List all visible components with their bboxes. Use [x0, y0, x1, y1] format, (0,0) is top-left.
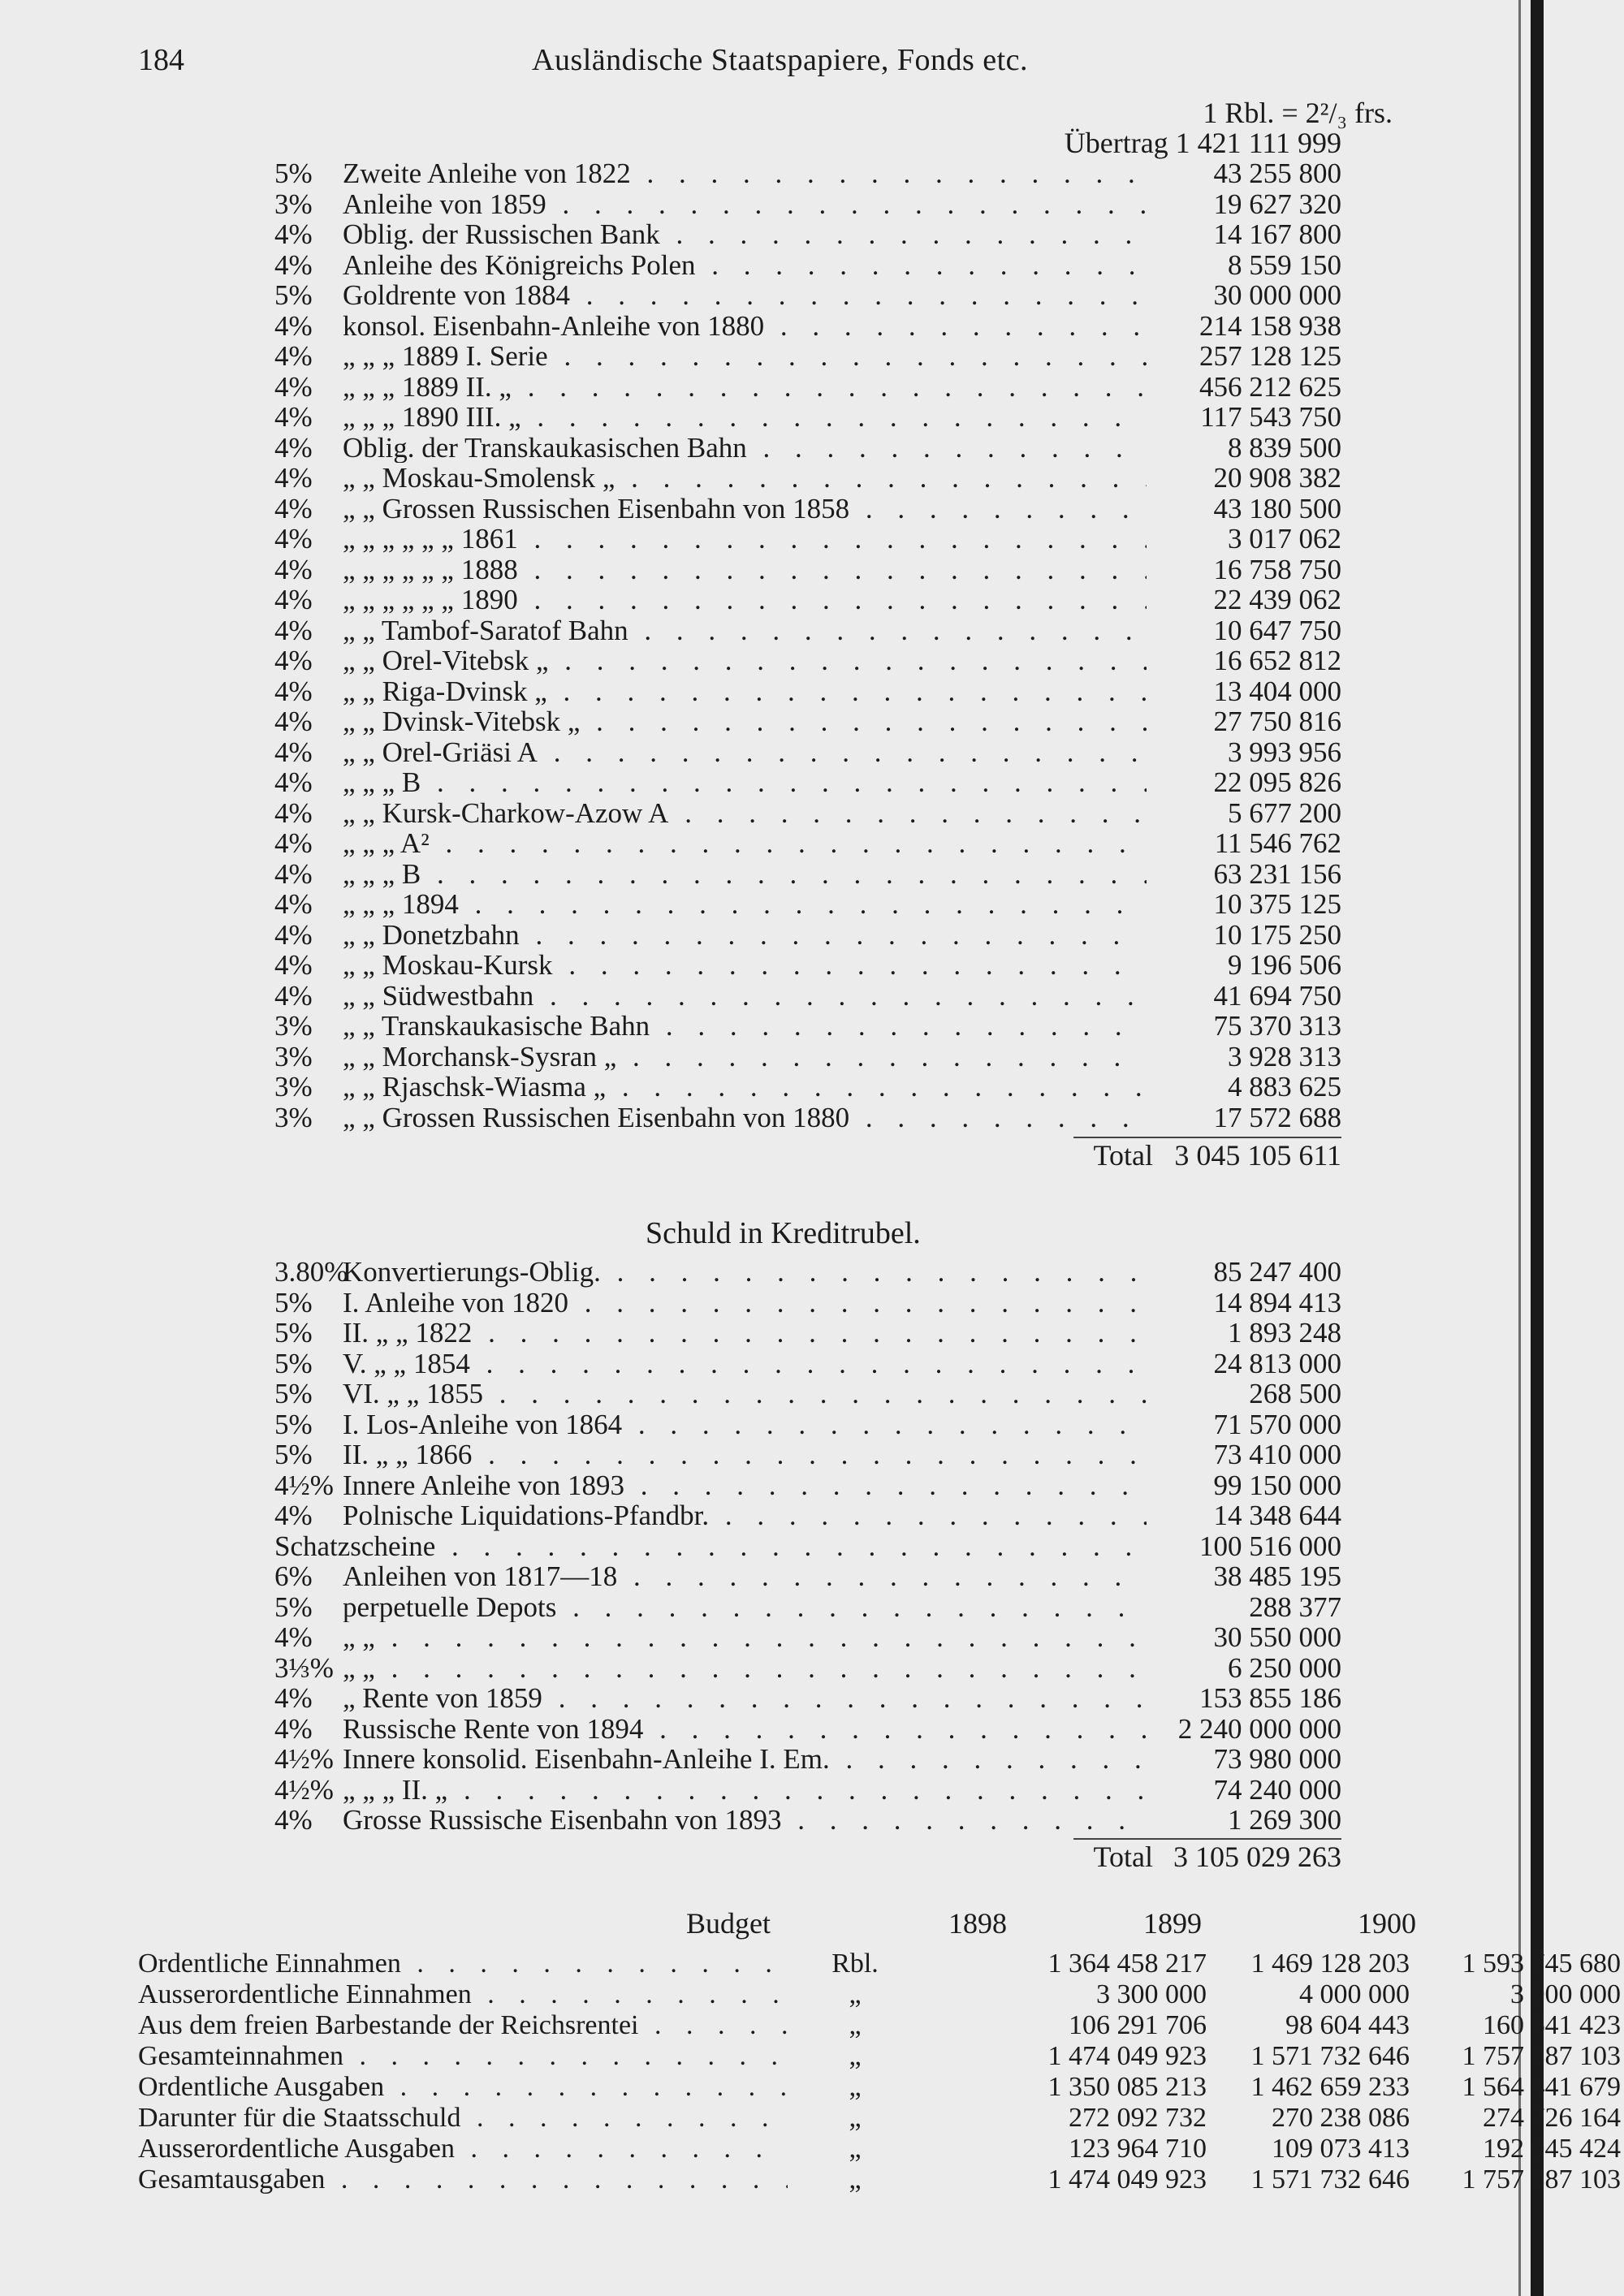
- credit-total-block: [274, 1840, 1341, 1874]
- rate-percent: 4%: [274, 979, 313, 1012]
- entry-amount: 9 196 506: [1228, 949, 1341, 981]
- entry-amount: 19 627 320: [1213, 188, 1341, 220]
- entry-amount: 2 240 000 000: [1177, 1712, 1341, 1745]
- list-item: [274, 250, 1341, 281]
- list-item: [274, 1318, 1341, 1349]
- entry-amount: 71 570 000: [1213, 1408, 1341, 1440]
- list-item: [274, 767, 1341, 798]
- entry-label: „ „ Orel-Griäsi A . . .: [343, 737, 1147, 768]
- list-item: [274, 372, 1341, 403]
- list-item: [274, 1805, 1341, 1836]
- entry-amount: 63 231 156: [1213, 857, 1341, 890]
- carry-over: [942, 126, 1341, 160]
- entry-amount: 288 377: [1249, 1590, 1341, 1623]
- budget-year-1898: 1898: [948, 1907, 1007, 1940]
- entry-amount: 38 485 195: [1213, 1560, 1341, 1592]
- entry-label: Innere konsolid. Eisenbahn-Anleihe I. Em. . . .: [343, 1744, 1147, 1775]
- entry-label: II. „ „ 1866 . . .: [343, 1439, 1147, 1470]
- budget-value-1900: 1 757 387 103: [1462, 2041, 1621, 2071]
- entry-amount: 268 500: [1249, 1378, 1341, 1409]
- list-item: [274, 433, 1341, 464]
- entry-label: Grosse Russische Eisenbahn von 1893 . . .: [343, 1805, 1147, 1836]
- budget-currency: „: [849, 2164, 862, 2195]
- rate-percent: 5%: [274, 158, 313, 189]
- budget-row: [138, 2041, 1621, 2072]
- rate-percent: 4%: [274, 1804, 313, 1836]
- rate-percent: 4%: [274, 736, 313, 768]
- entry-label: „ „ „ 1889 I. Serie . . .: [343, 341, 1147, 372]
- entry-label: „ „ „ „ „ „ 1890 . . .: [343, 585, 1147, 615]
- list-item: [274, 1042, 1341, 1072]
- entry-label: perpetuelle Depots . . .: [343, 1592, 1147, 1623]
- budget-currency: Rbl.: [831, 1949, 879, 1979]
- budget-row-label: Aus dem freien Barbestande der Reichsrentei . . .: [138, 2010, 788, 2041]
- entry-amount: 3 017 062: [1228, 523, 1341, 555]
- entry-label: I. Los-Anleihe von 1864 . . .: [343, 1409, 1147, 1440]
- list-item: [274, 859, 1341, 890]
- list-item: [274, 798, 1341, 829]
- entry-amount: 85 247 400: [1213, 1256, 1341, 1288]
- entry-label: VI. „ „ 1855 . . .: [343, 1379, 1147, 1409]
- metal-total-label: Total: [1093, 1139, 1153, 1172]
- entry-label: Zweite Anleihe von 1822 . . .: [343, 158, 1147, 189]
- entry-label: „ „ Grossen Russischen Eisenbahn von 1880 . . .: [343, 1103, 1147, 1133]
- list-item: [274, 585, 1341, 615]
- list-item: [274, 219, 1341, 250]
- list-item: [274, 189, 1341, 220]
- entry-amount: 5 677 200: [1228, 796, 1341, 829]
- entry-label: „ „ „ 1894 . . .: [343, 889, 1147, 920]
- credit-section-title: Schuld in Kreditrubel.: [646, 1216, 921, 1250]
- carry-over-amount: 1 421 111 999: [1175, 127, 1341, 159]
- budget-value-1899: 109 073 413: [1272, 2134, 1410, 2164]
- budget-value-1898: 123 964 710: [1069, 2134, 1207, 2164]
- entry-amount: 75 370 313: [1213, 1010, 1341, 1042]
- credit-debt-list: [274, 1257, 1341, 1836]
- rate-percent: 4%: [274, 827, 313, 859]
- entry-label: „ „ Moskau-Kursk . . .: [343, 950, 1147, 981]
- list-item: [274, 950, 1341, 981]
- rate-percent: 5%: [274, 1590, 313, 1623]
- budget-row: [138, 1949, 1621, 1979]
- rate-percent: 5%: [274, 279, 313, 311]
- list-item: [274, 1744, 1341, 1775]
- budget-row-label: Ausserordentliche Einnahmen . . .: [138, 1979, 788, 2010]
- entry-label: Innere Anleihe von 1893 . . .: [343, 1470, 1147, 1501]
- budget-row: [138, 2134, 1621, 2164]
- rate-percent: 5%: [274, 1378, 313, 1409]
- entry-amount: 8 839 500: [1228, 431, 1341, 464]
- budget-value-1900: 1 564 441 679: [1462, 2072, 1621, 2102]
- budget-value-1899: 270 238 086: [1272, 2103, 1410, 2133]
- entry-amount: 6 250 000: [1228, 1651, 1341, 1684]
- entry-amount: 4 883 625: [1228, 1071, 1341, 1103]
- list-item: [274, 1683, 1341, 1714]
- budget-row: [138, 2164, 1621, 2195]
- rate-percent: 3%: [274, 1071, 313, 1103]
- credit-total-row: [274, 1840, 1341, 1874]
- page-number: 184: [138, 43, 184, 77]
- running-head: Ausländische Staatspapiere, Fonds etc.: [532, 43, 1029, 77]
- entry-label: konsol. Eisenbahn-Anleihe von 1880 . . .: [343, 311, 1147, 342]
- entry-label: Schatzscheine . . .: [274, 1531, 1147, 1562]
- budget-row-label: Ordentliche Einnahmen . . .: [138, 1949, 788, 1979]
- budget-value-1898: 1 364 458 217: [1047, 1949, 1207, 1979]
- entry-amount: 24 813 000: [1213, 1347, 1341, 1379]
- list-item: [274, 1561, 1341, 1592]
- budget-year-1900: 1900: [1358, 1907, 1416, 1940]
- list-item: [274, 555, 1341, 585]
- exchange-rate-note: 1 Rbl. = 2²/₃ frs.: [1203, 97, 1393, 129]
- entry-label: „ „ Morchansk-Sysran „ . . .: [343, 1042, 1147, 1072]
- rate-percent: 5%: [274, 1439, 313, 1470]
- rate-percent: 3%: [274, 1040, 313, 1072]
- budget-value-1900: 1 757 387 103: [1462, 2164, 1621, 2195]
- rate-percent: 4%: [274, 553, 313, 585]
- budget-value-1899: 4 000 000: [1299, 1979, 1410, 2009]
- entry-amount: 74 240 000: [1213, 1773, 1341, 1806]
- rate-percent: 4%: [274, 1712, 313, 1745]
- entry-amount: 16 652 812: [1213, 645, 1341, 676]
- budget-value-1898: 1 474 049 923: [1047, 2041, 1207, 2071]
- list-item: [274, 1470, 1341, 1501]
- rate-percent: 4%: [274, 248, 313, 281]
- budget-currency: „: [849, 2134, 862, 2164]
- budget-currency: „: [849, 1979, 862, 2009]
- budget-value-1898: 3 300 000: [1096, 1979, 1207, 2009]
- rate-percent: 4%: [274, 492, 313, 524]
- rate-percent: 3%: [274, 1101, 313, 1133]
- entry-amount: 27 750 816: [1213, 706, 1341, 737]
- list-item: [274, 402, 1341, 433]
- budget-currency: „: [849, 2010, 862, 2040]
- budget-row-label: Ordentliche Ausgaben . . .: [138, 2072, 788, 2103]
- entry-amount: 1 893 248: [1228, 1317, 1341, 1349]
- entry-label: Oblig. der Russischen Bank . . .: [343, 219, 1147, 250]
- entry-amount: 3 993 956: [1228, 736, 1341, 768]
- entry-label: „ „ Grossen Russischen Eisenbahn von 1858 . . .: [343, 494, 1147, 524]
- list-item: [274, 1349, 1341, 1379]
- entry-amount: 10 375 125: [1213, 888, 1341, 920]
- entry-label: „ „ „ 1889 II. „ . . .: [343, 372, 1147, 403]
- entry-label: Konvertierungs-Oblig. . . .: [343, 1257, 1147, 1288]
- budget-value-1900: 3 000 000: [1510, 1979, 1621, 2009]
- list-item: [274, 1409, 1341, 1440]
- list-item: [274, 981, 1341, 1012]
- list-item: [274, 615, 1341, 646]
- rate-percent: 4%: [274, 523, 313, 555]
- budget-row-label: Gesamtausgaben . . .: [138, 2164, 788, 2195]
- budget-row: [138, 2072, 1621, 2103]
- rate-percent: 4%: [274, 796, 313, 829]
- entry-label: „ „ „ B . . .: [343, 859, 1147, 890]
- entry-label: „ „ „ „ „ „ 1888 . . .: [343, 555, 1147, 585]
- entry-label: „ „ Riga-Dvinsk „ . . .: [343, 676, 1147, 707]
- rate-percent: 5%: [274, 1317, 313, 1349]
- list-item: [274, 1072, 1341, 1103]
- rate-percent: 3%: [274, 188, 313, 220]
- entry-label: „ „ „ II. „ . . .: [343, 1775, 1147, 1806]
- list-item: [274, 1103, 1341, 1133]
- list-item: [274, 1257, 1341, 1288]
- metal-total-amount: 3 045 105 611: [1174, 1139, 1341, 1172]
- list-item: [274, 1500, 1341, 1531]
- rate-percent: 4½%: [274, 1743, 334, 1775]
- entry-amount: 257 128 125: [1199, 340, 1341, 372]
- list-item: [274, 645, 1341, 676]
- entry-label: Anleihe von 1859 . . .: [343, 189, 1147, 220]
- entry-label: Goldrente von 1884 . . .: [343, 280, 1147, 311]
- budget-row-label: Ausserordentliche Ausgaben . . .: [138, 2134, 788, 2164]
- budget-value-1899: 1 571 732 646: [1250, 2041, 1410, 2071]
- list-item: [274, 1775, 1341, 1806]
- list-item: [274, 1592, 1341, 1623]
- rate-percent: 4%: [274, 370, 313, 403]
- list-item: [274, 1439, 1341, 1470]
- entry-amount: 43 180 500: [1213, 492, 1341, 524]
- entry-amount: 16 758 750: [1213, 553, 1341, 585]
- entry-amount: 30 000 000: [1213, 279, 1341, 311]
- entry-amount: 14 167 800: [1213, 218, 1341, 250]
- list-item: [274, 1011, 1341, 1042]
- list-item: [274, 889, 1341, 920]
- entry-label: „ „ Moskau-Smolensk „ . . .: [343, 463, 1147, 494]
- list-item: [274, 158, 1341, 189]
- rate-percent: 4%: [274, 584, 313, 615]
- rate-percent: 3⅓%: [274, 1651, 334, 1684]
- budget-value-1898: 1 350 085 213: [1047, 2072, 1207, 2102]
- entry-amount: 73 980 000: [1213, 1743, 1341, 1775]
- budget-table: [138, 1949, 1621, 2195]
- entry-label: „ „ „ 1890 III. „ . . .: [343, 402, 1147, 433]
- rate-percent: 4%: [274, 1682, 313, 1714]
- entry-label: „ „ „ A² . . .: [343, 828, 1147, 859]
- metal-total-block: [274, 1138, 1341, 1172]
- rate-percent: 4%: [274, 614, 313, 646]
- rate-percent: 4%: [274, 645, 313, 676]
- rate-percent: 4%: [274, 1500, 313, 1531]
- list-item: [274, 828, 1341, 859]
- budget-row-label: Gesamteinnahmen . . .: [138, 2041, 788, 2072]
- list-item: [274, 706, 1341, 737]
- budget-value-1899: 1 462 659 233: [1250, 2072, 1410, 2102]
- budget-title: Budget: [686, 1907, 771, 1940]
- metal-total-row: [274, 1138, 1341, 1172]
- entry-amount: 22 095 826: [1213, 766, 1341, 798]
- budget-value-1900: 1 593 745 680: [1462, 1949, 1621, 1979]
- list-item: [274, 1622, 1341, 1653]
- budget-row: [138, 2103, 1621, 2134]
- entry-amount: 30 550 000: [1213, 1621, 1341, 1653]
- entry-label: V. „ „ 1854 . . .: [343, 1349, 1147, 1379]
- rate-percent: 4%: [274, 431, 313, 464]
- list-item: [274, 494, 1341, 524]
- entry-label: „ „ Rjaschsk-Wiasma „ . . .: [343, 1072, 1147, 1103]
- rate-percent: 4%: [274, 949, 313, 981]
- entry-label: „ „ „ „ „ „ 1861 . . .: [343, 524, 1147, 555]
- entry-label: I. Anleihe von 1820 . . .: [343, 1288, 1147, 1318]
- rate-percent: 4%: [274, 218, 313, 250]
- budget-value-1899: 1 469 128 203: [1250, 1949, 1410, 1979]
- entry-amount: 13 404 000: [1213, 675, 1341, 707]
- entry-label: „ „ Kursk-Charkow-Azow A . . .: [343, 798, 1147, 829]
- entry-amount: 10 647 750: [1213, 614, 1341, 646]
- entry-label: „ „ „ B . . .: [343, 767, 1147, 798]
- rate-percent: 4%: [274, 340, 313, 372]
- budget-currency: „: [849, 2041, 862, 2071]
- entry-amount: 117 543 750: [1200, 401, 1341, 433]
- list-item: [274, 737, 1341, 768]
- entry-label: Anleihe des Königreichs Polen . . .: [343, 250, 1147, 281]
- entry-label: II. „ „ 1822 . . .: [343, 1318, 1147, 1349]
- budget-value-1898: 272 092 732: [1069, 2103, 1207, 2133]
- budget-value-1898: 1 474 049 923: [1047, 2164, 1207, 2195]
- rate-percent: 4%: [274, 706, 313, 737]
- metal-debt-list: [274, 158, 1341, 1133]
- entry-label: „ „ . . .: [343, 1653, 1147, 1684]
- entry-label: „ „ Transkaukasische Bahn . . .: [343, 1011, 1147, 1042]
- entry-label: Russische Rente von 1894 . . .: [343, 1714, 1147, 1745]
- budget-value-1900: 274 726 164: [1483, 2103, 1621, 2133]
- entry-amount: 3 928 313: [1228, 1040, 1341, 1072]
- entry-amount: 22 439 062: [1213, 584, 1341, 615]
- entry-amount: 17 572 688: [1213, 1101, 1341, 1133]
- entry-amount: 99 150 000: [1213, 1469, 1341, 1501]
- budget-row: [138, 1979, 1621, 2010]
- entry-label: „ „ Tambof-Saratof Bahn . . .: [343, 615, 1147, 646]
- entry-amount: 8 559 150: [1228, 248, 1341, 281]
- entry-amount: 214 158 938: [1199, 309, 1341, 342]
- list-item: [274, 341, 1341, 372]
- rate-percent: 4%: [274, 766, 313, 798]
- budget-currency: „: [849, 2072, 862, 2102]
- entry-label: „ „ Südwestbahn . . .: [343, 981, 1147, 1012]
- budget-value-1898: 106 291 706: [1069, 2010, 1207, 2040]
- rate-percent: 4%: [274, 1621, 313, 1653]
- rate-percent: 5%: [274, 1347, 313, 1379]
- entry-amount: 43 255 800: [1213, 158, 1341, 189]
- entry-amount: 153 855 186: [1199, 1682, 1341, 1714]
- budget-value-1899: 98 604 443: [1285, 2010, 1410, 2040]
- budget-value-1899: 1 571 732 646: [1250, 2164, 1410, 2195]
- rate-percent: 4%: [274, 675, 313, 707]
- rate-percent: 4%: [274, 462, 313, 494]
- rate-percent: 3.80%: [274, 1256, 348, 1288]
- entry-amount: 73 410 000: [1213, 1439, 1341, 1470]
- entry-amount: 1 269 300: [1228, 1804, 1341, 1836]
- list-item: [274, 676, 1341, 707]
- rate-percent: 4%: [274, 401, 313, 433]
- list-item: [274, 1714, 1341, 1745]
- rate-percent: 5%: [274, 1286, 313, 1318]
- list-item: [274, 1653, 1341, 1684]
- list-item: [274, 280, 1341, 311]
- entry-amount: 41 694 750: [1213, 979, 1341, 1012]
- rate-percent: 4½%: [274, 1773, 334, 1806]
- list-item: [274, 463, 1341, 494]
- entry-label: „ „ . . .: [343, 1622, 1147, 1653]
- entry-label: „ „ Orel-Vitebsk „ . . .: [343, 645, 1147, 676]
- list-item: [274, 920, 1341, 951]
- credit-total-label: Total: [1093, 1841, 1153, 1873]
- list-item: [274, 311, 1341, 342]
- entry-label: „ „ Dvinsk-Vitebsk „ . . .: [343, 706, 1147, 737]
- entry-label: Anleihen von 1817—18 . . .: [343, 1561, 1147, 1592]
- entry-amount: 14 894 413: [1213, 1286, 1341, 1318]
- rate-percent: 6%: [274, 1560, 313, 1592]
- entry-label: Polnische Liquidations-Pfandbr. . . .: [343, 1500, 1147, 1531]
- rate-percent: 4%: [274, 857, 313, 890]
- entry-amount: 10 175 250: [1213, 918, 1341, 951]
- rate-percent: 4%: [274, 888, 313, 920]
- rate-percent: 5%: [274, 1408, 313, 1440]
- carry-over-label: Übertrag: [1064, 127, 1168, 159]
- rate-percent: 4½%: [274, 1469, 334, 1501]
- list-item: [274, 1288, 1341, 1318]
- entry-label: „ Rente von 1859 . . .: [343, 1683, 1147, 1714]
- entry-label: „ „ Donetzbahn . . .: [343, 920, 1147, 951]
- list-item: [274, 1379, 1341, 1409]
- entry-amount: 20 908 382: [1213, 462, 1341, 494]
- entry-amount: 14 348 644: [1213, 1500, 1341, 1531]
- entry-amount: 100 516 000: [1199, 1530, 1341, 1562]
- rate-percent: 3%: [274, 1010, 313, 1042]
- entry-label: Oblig. der Transkaukasischen Bahn . . .: [343, 433, 1147, 464]
- budget-value-1900: 160 641 423: [1483, 2010, 1621, 2040]
- entry-amount: 456 212 625: [1199, 370, 1341, 403]
- budget-year-1899: 1899: [1143, 1907, 1202, 1940]
- list-item: [274, 1531, 1341, 1562]
- rate-percent: 4%: [274, 309, 313, 342]
- list-item: [274, 524, 1341, 555]
- credit-total-amount: 3 105 029 263: [1173, 1841, 1341, 1873]
- entry-amount: 11 546 762: [1214, 827, 1341, 859]
- rate-percent: 4%: [274, 918, 313, 951]
- budget-value-1900: 192 945 424: [1483, 2134, 1621, 2164]
- budget-currency: „: [849, 2103, 862, 2133]
- budget-row: [138, 2010, 1621, 2041]
- budget-row-label: Darunter für die Staatsschuld . . .: [138, 2103, 788, 2134]
